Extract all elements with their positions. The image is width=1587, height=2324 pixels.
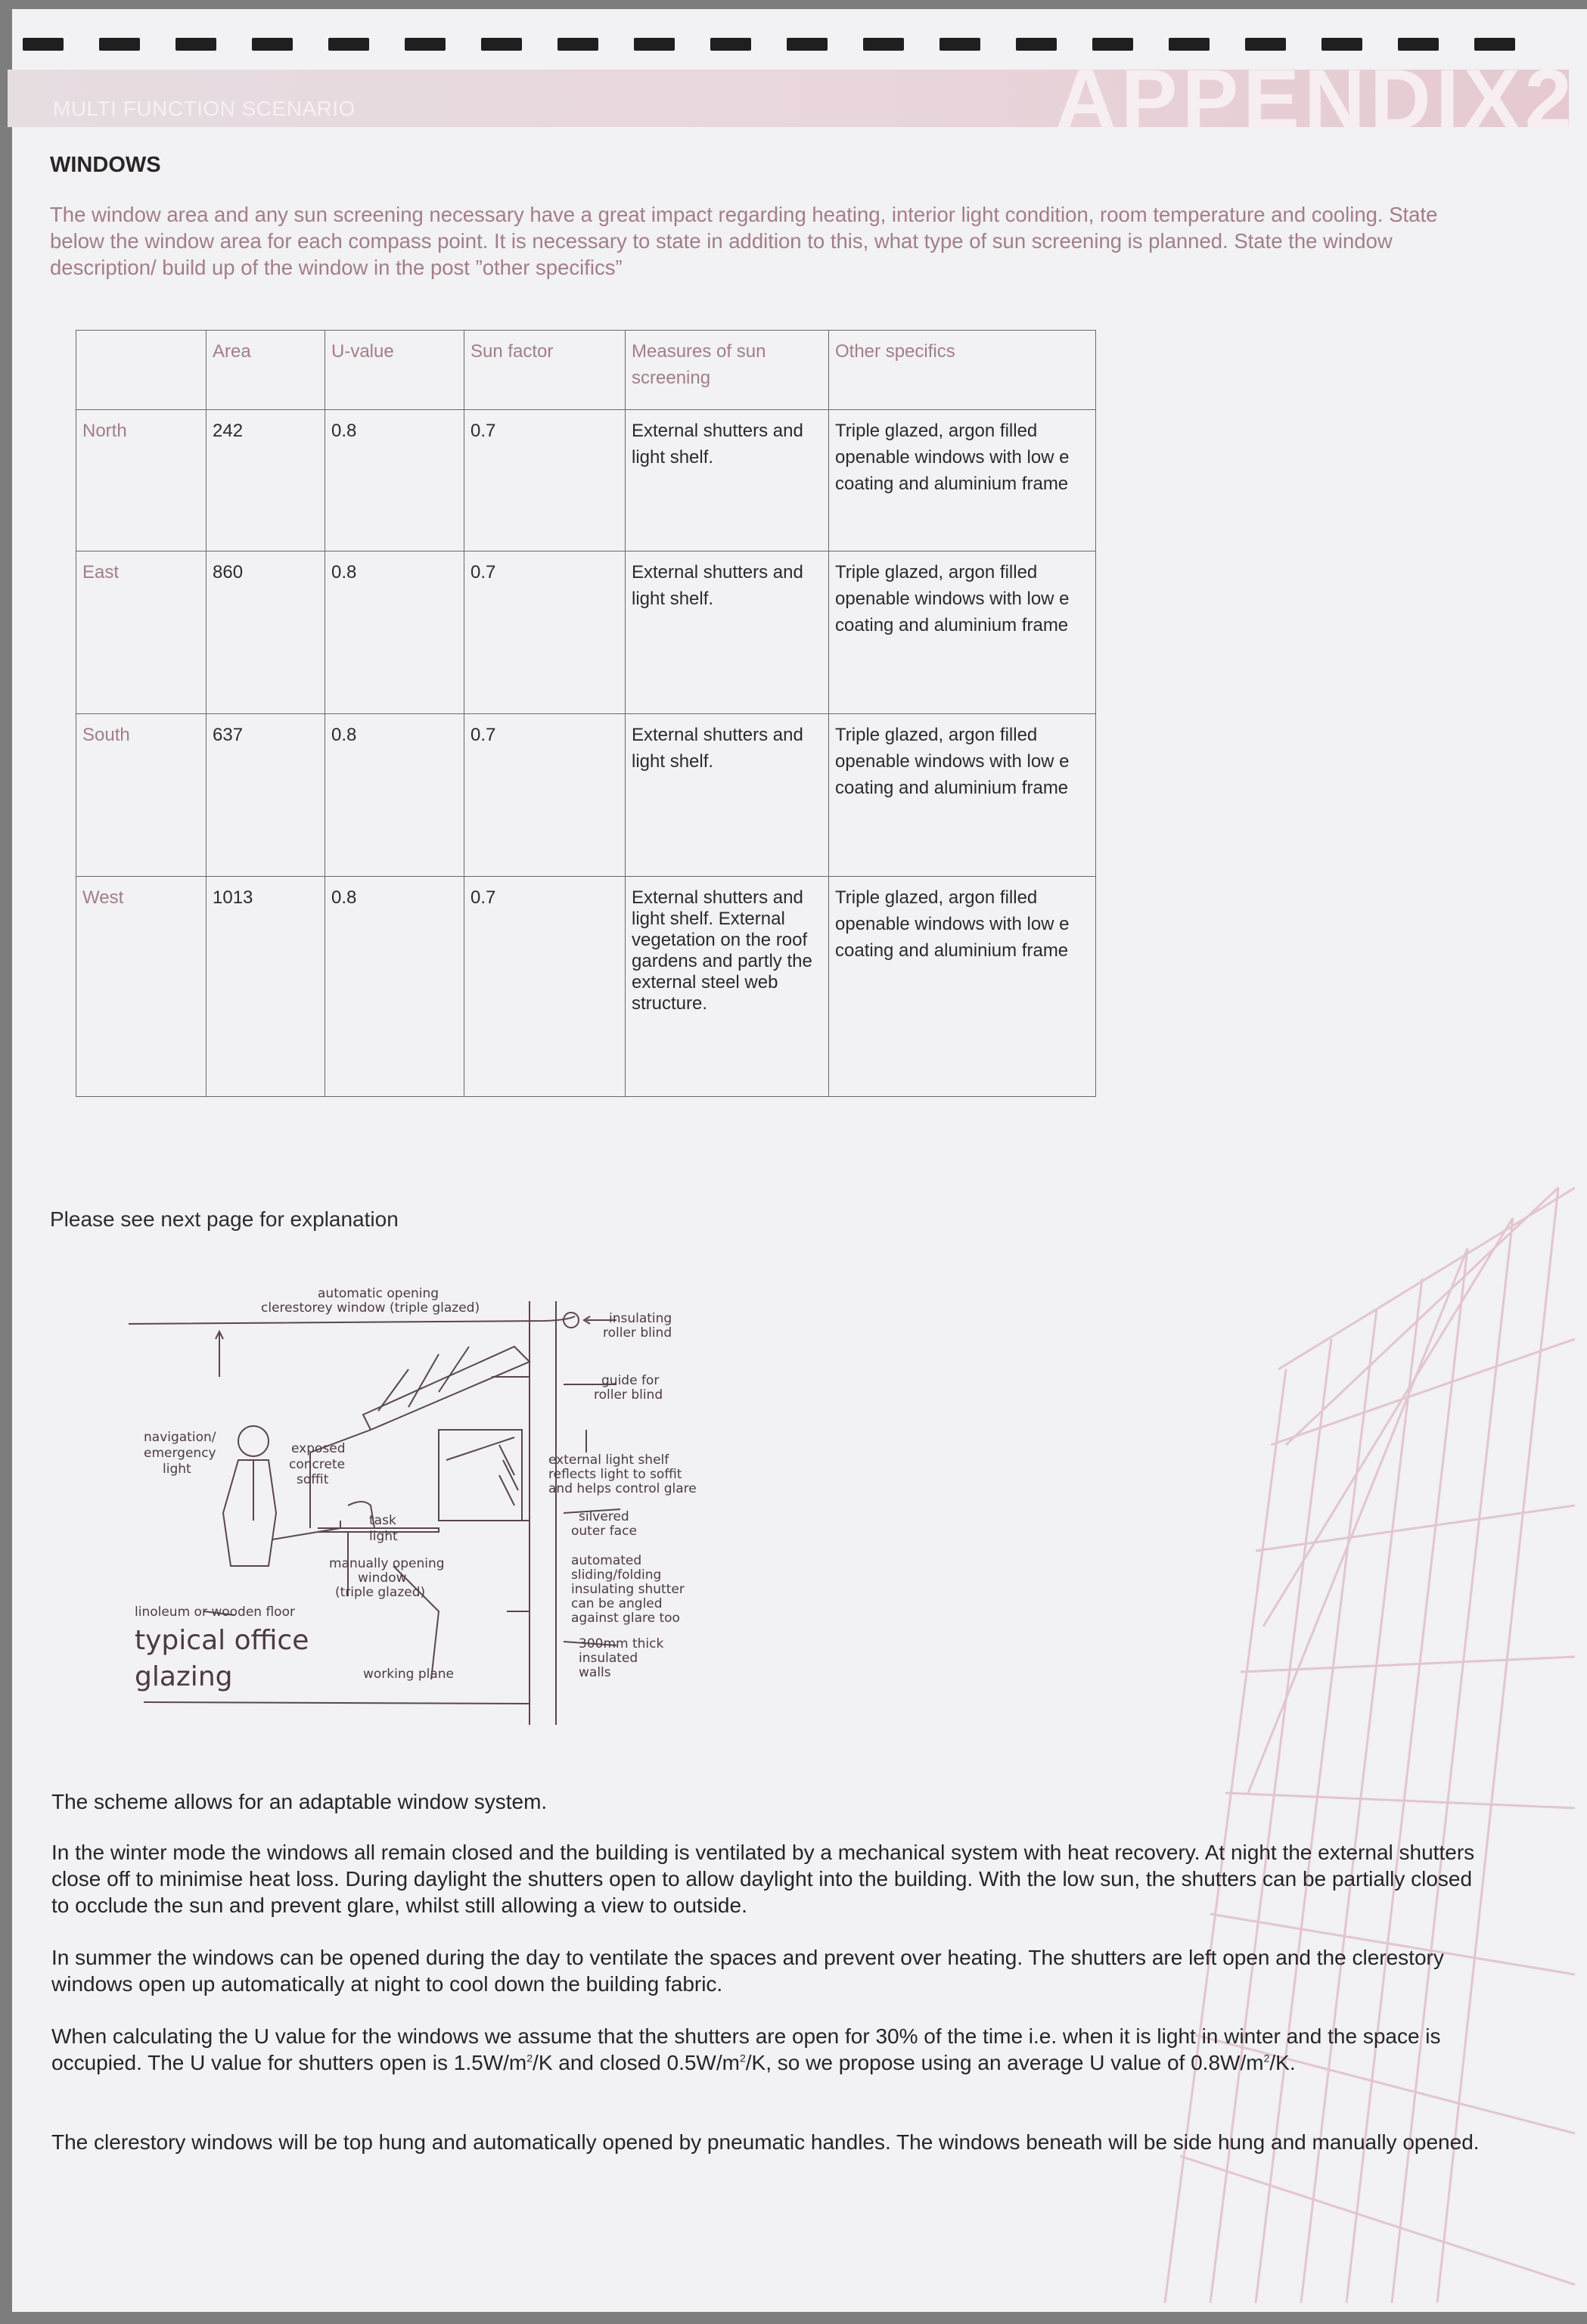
windows-table xyxy=(76,330,1096,1097)
table-row xyxy=(76,410,1096,551)
area-cell: 637 xyxy=(207,714,325,877)
binding-hole xyxy=(787,38,828,51)
sketch-label: soffit xyxy=(297,1472,329,1487)
sketch-label: automated xyxy=(571,1553,642,1568)
screening-cell: External shutters and light shelf. External vegetation on the roof gardens and partly the external steel web structure. xyxy=(626,877,829,1097)
binding-hole xyxy=(1398,38,1439,51)
binding-hole xyxy=(23,38,64,51)
binding-hole xyxy=(481,38,522,51)
u-value-cell: 0.8 xyxy=(325,714,464,877)
binding-hole xyxy=(710,38,751,51)
sketch-label: task xyxy=(369,1513,396,1528)
sketch-label: linoleum or wooden floor xyxy=(135,1605,295,1620)
superscript: 2 xyxy=(1263,2052,1270,2065)
header-cell: Other specifics xyxy=(829,331,1096,410)
section-title: MULTI FUNCTION SCENARIO xyxy=(53,97,356,120)
office-glazing-sketch xyxy=(121,1279,726,1732)
direction-cell: South xyxy=(76,714,207,877)
sketch-label: clerestorey window (triple glazed) xyxy=(261,1300,480,1316)
sketch-title: glazing xyxy=(135,1661,233,1692)
sketch-label: and helps control glare xyxy=(548,1481,697,1496)
direction-cell: West xyxy=(76,877,207,1097)
windows-heading: WINDOWS xyxy=(50,153,161,177)
specifics-cell: Triple glazed, argon filled openable windows with low e coating and aluminium frame xyxy=(829,551,1096,714)
specifics-cell: Triple glazed, argon filled openable windows with low e coating and aluminium frame xyxy=(829,877,1096,1097)
binding-hole xyxy=(557,38,598,51)
header-cell: Measures of sun screening xyxy=(626,331,829,410)
sketch-label: navigation/ xyxy=(144,1430,216,1445)
sun-factor-cell: 0.7 xyxy=(464,551,626,714)
u-value-cell: 0.8 xyxy=(325,410,464,551)
see-next-note: Please see next page for explanation xyxy=(50,1207,399,1231)
sketch-label: guide for xyxy=(601,1373,660,1388)
binding-hole xyxy=(1245,38,1286,51)
binding-holes xyxy=(12,9,1587,27)
header-cell xyxy=(76,331,207,410)
binding-hole xyxy=(939,38,980,51)
screening-cell: External shutters and light shelf. xyxy=(626,551,829,714)
sketch-label: manually opening xyxy=(329,1556,445,1571)
sketch-label: reflects light to soffit xyxy=(548,1467,682,1482)
binding-hole xyxy=(1169,38,1210,51)
windows-intro: The window area and any sun screening necessary have a great impact regarding heating, interior light condition, room temperature and cooling. State below the window area for each compass point. It is necessary to state in addition to this, what type of sun screening is planned. State the window description/ build up of the window in the post ”other specifics” xyxy=(50,203,1438,279)
specifics-cell: Triple glazed, argon filled openable windows with low e coating and aluminium frame xyxy=(829,714,1096,877)
sketch-label: outer face xyxy=(571,1524,637,1539)
paragraph-u-value xyxy=(51,2023,1481,2076)
area-cell: 860 xyxy=(207,551,325,714)
sketch-label: (triple glazed) xyxy=(335,1585,426,1600)
sketch-label: insulating shutter xyxy=(571,1582,685,1597)
u-value-cell: 0.8 xyxy=(325,877,464,1097)
binding-hole xyxy=(863,38,904,51)
sun-factor-cell: 0.7 xyxy=(464,410,626,551)
header-cell: U-value xyxy=(325,331,464,410)
area-cell: 1013 xyxy=(207,877,325,1097)
u-value-cell: 0.8 xyxy=(325,551,464,714)
sketch-label: against glare too xyxy=(571,1611,680,1626)
paragraph-clerestory: The clerestory windows will be top hung and automatically opened by pneumatic handles. The windows beneath will be side hung and manually opened. xyxy=(51,2130,1480,2154)
screening-cell: External shutters and light shelf. xyxy=(626,410,829,551)
screening-cell: External shutters and light shelf. xyxy=(626,714,829,877)
u-value-text: When calculating the U value for the windows we assume that the shutters are open for 30% of the time i.e. when it is light in winter and the space is occupied. The U value for shutters open is 1.5W/m xyxy=(51,2024,1441,2074)
sketch-label: automatic opening xyxy=(318,1286,439,1301)
paragraph-scheme: The scheme allows for an adaptable window system. xyxy=(51,1790,548,1813)
sketch-label: insulated xyxy=(579,1651,638,1666)
superscript: 2 xyxy=(739,2052,746,2065)
sketch-label: external light shelf xyxy=(548,1452,669,1468)
table-row xyxy=(76,551,1096,714)
area-cell: 242 xyxy=(207,410,325,551)
header-cell: Area xyxy=(207,331,325,410)
sketch-label: roller blind xyxy=(594,1387,663,1403)
binding-hole xyxy=(1092,38,1133,51)
sketch-label: roller blind xyxy=(603,1325,672,1341)
sketch-label: exposed xyxy=(291,1441,346,1456)
sketch-label: insulating xyxy=(609,1311,672,1326)
binding-hole xyxy=(99,38,140,51)
u-value-text: /K. xyxy=(1269,2051,1296,2074)
paragraph-summer: In summer the windows can be opened during the day to ventilate the spaces and prevent over heating. The shutters are left open and the clerestory windows open up automatically at night to cool down the building fabric. xyxy=(51,1946,1444,1996)
binding-hole xyxy=(328,38,369,51)
sketch-label: working plane xyxy=(363,1667,454,1682)
sketch-label: sliding/folding xyxy=(571,1567,662,1583)
binding-hole xyxy=(405,38,446,51)
sketch-title: typical office xyxy=(135,1625,309,1656)
binding-hole xyxy=(252,38,293,51)
header-cell: Sun factor xyxy=(464,331,626,410)
binding-hole xyxy=(1321,38,1362,51)
sketch-label: emergency xyxy=(144,1446,216,1461)
table-row xyxy=(76,714,1096,877)
sketch-label: concrete xyxy=(289,1457,346,1472)
u-value-text: /K, so we propose using an average U value of 0.8W/m xyxy=(745,2051,1264,2074)
specifics-cell: Triple glazed, argon filled openable windows with low e coating and aluminium frame xyxy=(829,410,1096,551)
superscript: 2 xyxy=(526,2052,533,2065)
direction-cell: North xyxy=(76,410,207,551)
binding-hole xyxy=(175,38,216,51)
table-row xyxy=(76,877,1096,1097)
direction-cell: East xyxy=(76,551,207,714)
paragraph-winter: In the winter mode the windows all remain closed and the building is ventilated by a mechanical system with heat recovery. At night the external shutters close off to minimise heat loss. During daylight the shutters open to allow daylight into the building. With the low sun, the shutters can be partially closed to occlude the sun and prevent glare, whilst still allowing a view to outside. xyxy=(51,1841,1475,1917)
binding-hole xyxy=(1474,38,1515,51)
sketch-label: silvered xyxy=(579,1509,629,1524)
u-value-text: /K and closed 0.5W/m xyxy=(533,2051,740,2074)
sun-factor-cell: 0.7 xyxy=(464,877,626,1097)
sketch-label: window xyxy=(358,1571,407,1586)
sketch-label: light xyxy=(163,1462,191,1477)
sketch-label: can be angled xyxy=(571,1596,663,1611)
sketch-label: light xyxy=(369,1529,398,1544)
sketch-label: 300mm thick xyxy=(579,1636,664,1651)
appendix-label: APPENDIX2 xyxy=(1055,62,1576,130)
sun-factor-cell: 0.7 xyxy=(464,714,626,877)
table-header-row xyxy=(76,331,1096,410)
binding-hole xyxy=(634,38,675,51)
sketch-label: walls xyxy=(579,1665,611,1680)
binding-hole xyxy=(1016,38,1057,51)
